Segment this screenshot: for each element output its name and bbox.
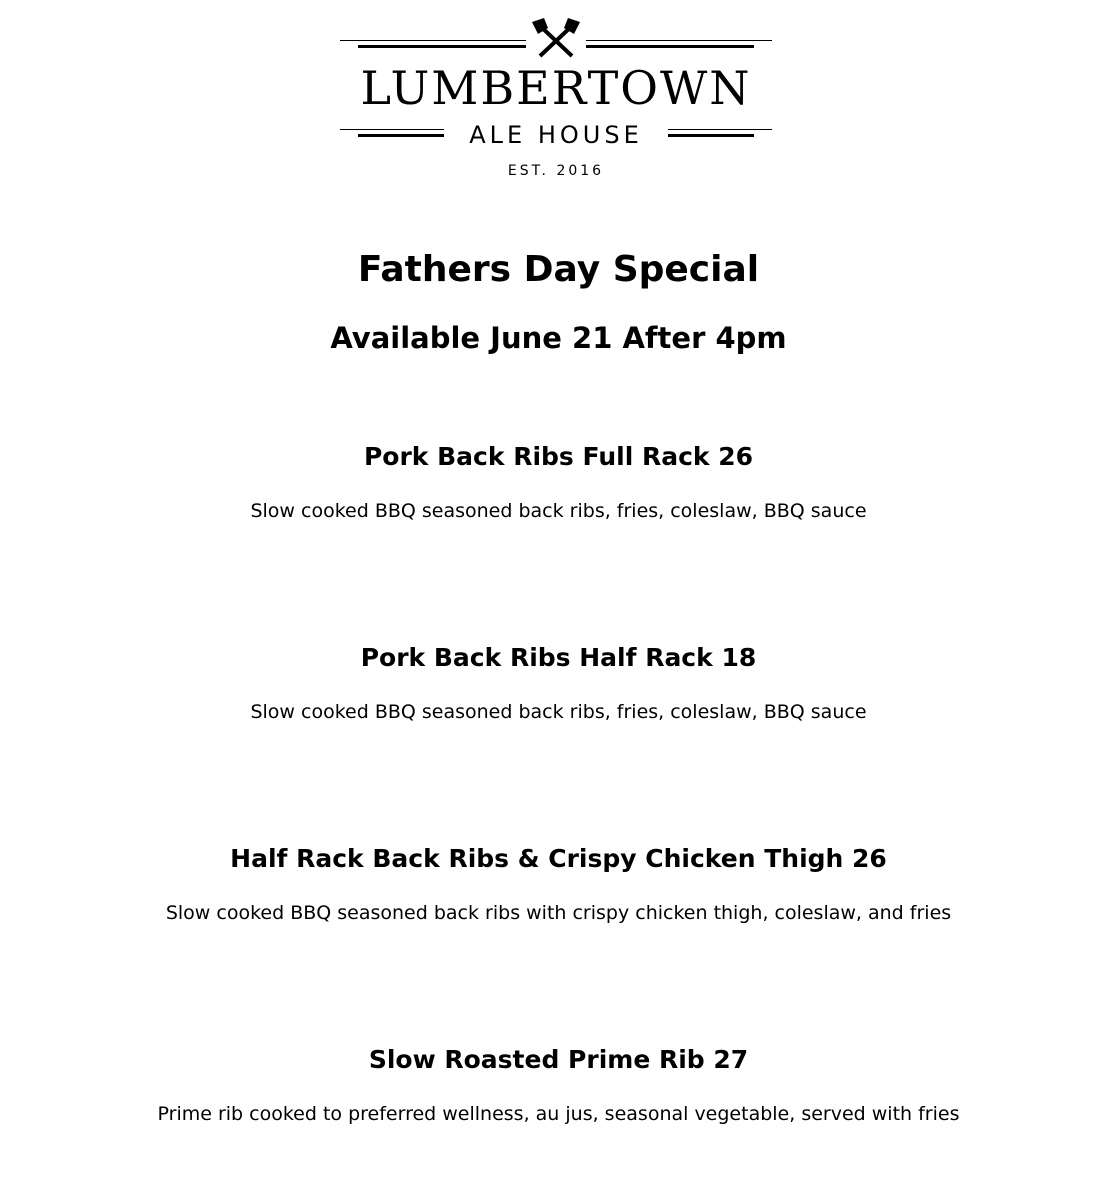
menu-item-description: Slow cooked BBQ seasoned back ribs, fries, coleslaw, BBQ sauce: [250, 500, 867, 522]
menu-item-description: Slow cooked BBQ seasoned back ribs, fries, coleslaw, BBQ sauce: [250, 701, 867, 723]
menu-item-description: Prime rib cooked to preferred wellness, au jus, seasonal vegetable, served with fries: [157, 1103, 960, 1125]
menu-item-description: Slow cooked BBQ seasoned back ribs with crispy chicken thigh, coleslaw, and fries: [165, 902, 952, 924]
menu-item-name: Half Rack Back Ribs & Crispy Chicken Thigh 26: [230, 844, 887, 873]
logo-rule: [586, 40, 772, 41]
availability-note: Available June 21 After 4pm: [330, 321, 787, 355]
menu-item-name: Slow Roasted Prime Rib 27: [368, 1045, 749, 1074]
menu-item-name: Pork Back Ribs Half Rack 18: [360, 643, 757, 672]
menu-item-name: Pork Back Ribs Full Rack 26: [363, 442, 754, 471]
logo-name: LUMBERTOWN: [360, 61, 752, 115]
logo-rule: [586, 45, 754, 48]
logo-rule: [358, 45, 526, 48]
logo-established: EST. 2016: [507, 163, 605, 179]
page-title: Fathers Day Special: [357, 249, 760, 290]
logo-rule: [340, 40, 526, 41]
crossed-axes-icon: [528, 18, 584, 58]
brand-logo: [338, 18, 774, 184]
logo-subtitle: ALE HOUSE: [469, 121, 643, 149]
